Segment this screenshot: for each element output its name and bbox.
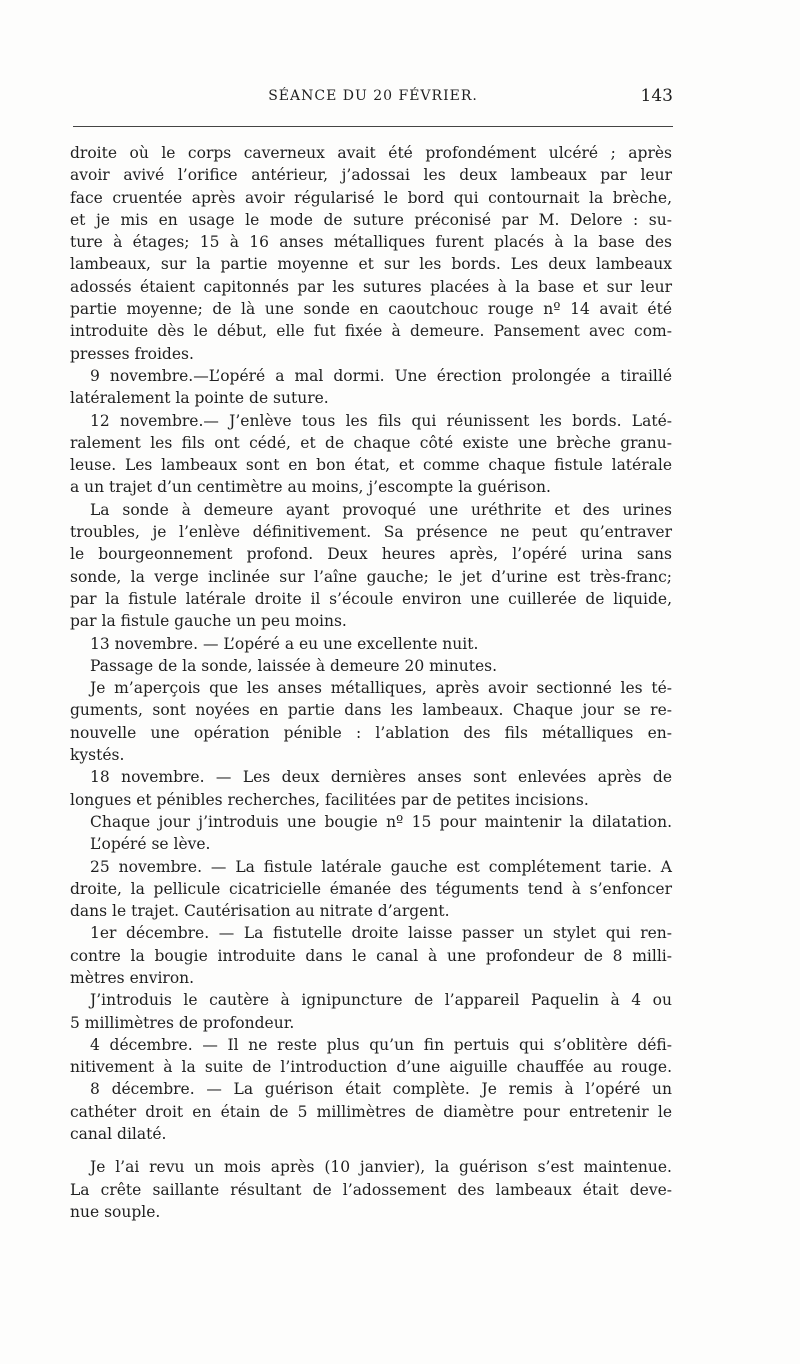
text-line: ture à étages; 15 à 16 anses métalliques furent placés à la base des [70, 233, 672, 252]
text-line: face cruentée après avoir régularisé le bord qui contournait la brèche, [70, 188, 672, 207]
text-line: Chaque jour j’introduis une bougie nº 15 pour maintenir la dilatation. [90, 812, 672, 831]
text-line: 13 novembre. — L’opéré a eu une excellente nuit. [90, 634, 479, 653]
text-line: canal dilaté. [70, 1125, 167, 1144]
body-text [70, 142, 672, 1223]
text-line: 9 novembre.—L’opéré a mal dormi. Une érection prolongée a tiraillé [90, 366, 672, 385]
text-line: La sonde à demeure ayant provoqué une uréthrite et des urines [90, 500, 672, 519]
text-line: partie moyenne; de là une sonde en caoutchouc rouge nº 14 avait été [70, 300, 672, 319]
text-line: J’introduis le cautère à ignipuncture de l’appareil Paquelin à 4 ou [90, 991, 672, 1010]
text-line: Je l’ai revu un mois après (10 janvier), la guérison s’est maintenue. [90, 1158, 672, 1177]
text-line: 25 novembre. — La fistule latérale gauche est complétement tarie. A [90, 857, 672, 876]
text-line: mètres environ. [70, 968, 195, 987]
text-line: lambeaux, sur la partie moyenne et sur les bords. Les deux lambeaux [70, 255, 672, 274]
text-line: latéralement la pointe de suture. [70, 389, 329, 408]
text-line: nouvelle une opération pénible : l’ablation des fils métalliques en- [70, 723, 672, 742]
running-head [73, 88, 673, 114]
text-line: nue souple. [70, 1202, 161, 1221]
text-line: adossés étaient capitonnés par les sutures placées à la base et sur leur [70, 277, 672, 296]
running-title: SÉANCE DU 20 FÉVRIER. [268, 88, 478, 104]
text-line: 5 millimètres de profondeur. [70, 1013, 295, 1032]
text-line: sonde, la verge inclinée sur l’aîne gauche; le jet d’urine est très-franc; [70, 567, 672, 586]
text-line: 12 novembre.— J’enlève tous les fils qui réunissent les bords. Laté- [90, 411, 672, 430]
page-number: 143 [640, 86, 673, 106]
header-rule [73, 126, 673, 127]
text-line: 1er décembre. — La fistutelle droite laisse passer un stylet qui ren- [90, 924, 672, 943]
text-line: dans le trajet. Cautérisation au nitrate d’argent. [70, 902, 450, 921]
text-line: ralement les fils ont cédé, et de chaque côté existe une brèche granu- [70, 433, 672, 452]
text-line: 4 décembre. — Il ne reste plus qu’un fin pertuis qui s’oblitère défi- [90, 1035, 672, 1054]
text-line: avoir avivé l’orifice antérieur, j’adossai les deux lambeaux par leur [70, 166, 672, 185]
text-line: leuse. Les lambeaux sont en bon état, et comme chaque fistule latérale [70, 456, 672, 475]
text-line: 8 décembre. — La guérison était complète. Je remis à l’opéré un [90, 1080, 672, 1099]
text-line: 18 novembre. — Les deux dernières anses sont enlevées après de [90, 768, 672, 787]
text-line: longues et pénibles recherches, facilitées par de petites incisions. [70, 790, 589, 809]
text-line: nitivement à la suite de l’introduction d’une aiguille chauffée au rouge. [70, 1058, 672, 1077]
text-line: Je m’aperçois que les anses métalliques, après avoir sectionné les té- [90, 679, 672, 698]
text-line: L’opéré se lève. [90, 835, 211, 854]
text-line: presses froides. [70, 344, 194, 363]
text-line: La crête saillante résultant de l’adossement des lambeaux était deve- [70, 1180, 672, 1199]
text-line: a un trajet d’un centimètre au moins, j’escompte la guérison. [70, 478, 551, 497]
text-line: kystés. [70, 746, 125, 765]
text-line: par la fistule gauche un peu moins. [70, 612, 347, 631]
text-line: le bourgeonnement profond. Deux heures après, l’opéré urina sans [70, 545, 672, 564]
text-line: cathéter droit en étain de 5 millimètres de diamètre pour entretenir le [70, 1102, 672, 1121]
text-line: introduite dès le début, elle fut fixée à demeure. Pansement avec com- [70, 322, 672, 341]
text-line: contre la bougie introduite dans le canal à une profondeur de 8 milli- [70, 946, 672, 965]
text-line: guments, sont noyées en partie dans les lambeaux. Chaque jour se re- [70, 701, 672, 720]
text-line: droite, la pellicule cicatricielle émanée des téguments tend à s’enfoncer [70, 879, 672, 898]
text-line: Passage de la sonde, laissée à demeure 20 minutes. [90, 656, 498, 675]
text-line: et je mis en usage le mode de suture préconisé par M. Delore : su- [70, 210, 672, 229]
text-line: droite où le corps caverneux avait été profondément ulcéré ; après [70, 144, 672, 162]
text-line: troubles, je l’enlève définitivement. Sa présence ne peut qu’entraver [70, 523, 672, 542]
paragraph-gap [70, 1145, 672, 1156]
text-line: par la fistule latérale droite il s’écoule environ une cuillerée de liquide, [70, 589, 672, 608]
